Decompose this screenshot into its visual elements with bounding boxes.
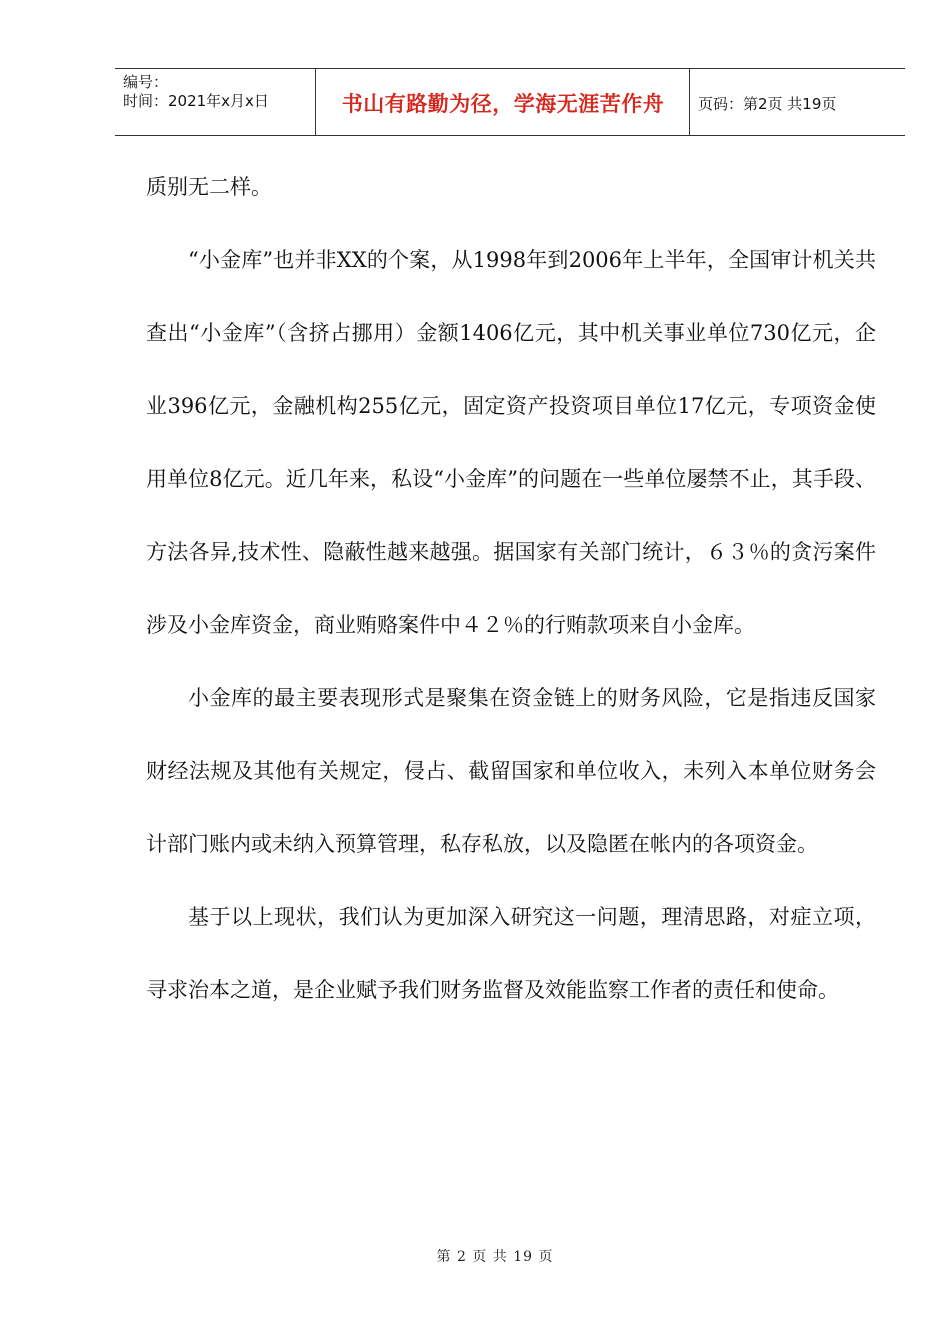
page-header <box>115 68 905 136</box>
paragraph-continuation: 质别无二样。 <box>146 175 272 199</box>
header-divider <box>689 69 690 135</box>
document-body <box>146 151 876 1027</box>
header-meta <box>123 73 269 111</box>
header-divider <box>315 69 316 135</box>
header-page-label: 页码：第2页 共19页 <box>698 94 837 113</box>
page-footer: 第 2 页 共 19 页 <box>436 1249 554 1265</box>
paragraph-definition: 小金库的最主要表现形式是聚集在资金链上的财务风险，它是指违反国家财经法规及其他有关规定，侵占、截留国家和单位收入，未列入本单位财务会计部门账内或未纳入预算管理，私存私放，以及隐匿在帐内的各项资金。 <box>146 686 876 856</box>
header-motto: 书山有路勤为径，学海无涯苦作舟 <box>341 92 665 116</box>
doc-number-label: 编号： <box>123 73 169 91</box>
doc-time-label: 时间：2021年x月x日 <box>123 92 269 110</box>
paragraph-xiaojinku-cases: “小金库”也并非XX的个案，从1998年到2006年上半年，全国审计机关共查出“小金库”（含挤占挪用）金额1406亿元，其中机关事业单位730亿元，企业396亿元，金融机构255亿元，固定资产投资项目单位17亿元，专项资金使用单位8亿元。近几年来，私设“小金库”的问题在一些单位屡禁不止，其手段、方法各异,技术性、隐蔽性越来越强。据国家有关部门统计，６３％的贪污案件涉及小金库资金，商业贿赂案件中４２％的行贿款项来自小金库。 <box>146 248 876 637</box>
paragraph-conclusion: 基于以上现状，我们认为更加深入研究这一问题，理清思路，对症立项，寻求治本之道，是企业赋予我们财务监督及效能监察工作者的责任和使命。 <box>146 905 876 1002</box>
